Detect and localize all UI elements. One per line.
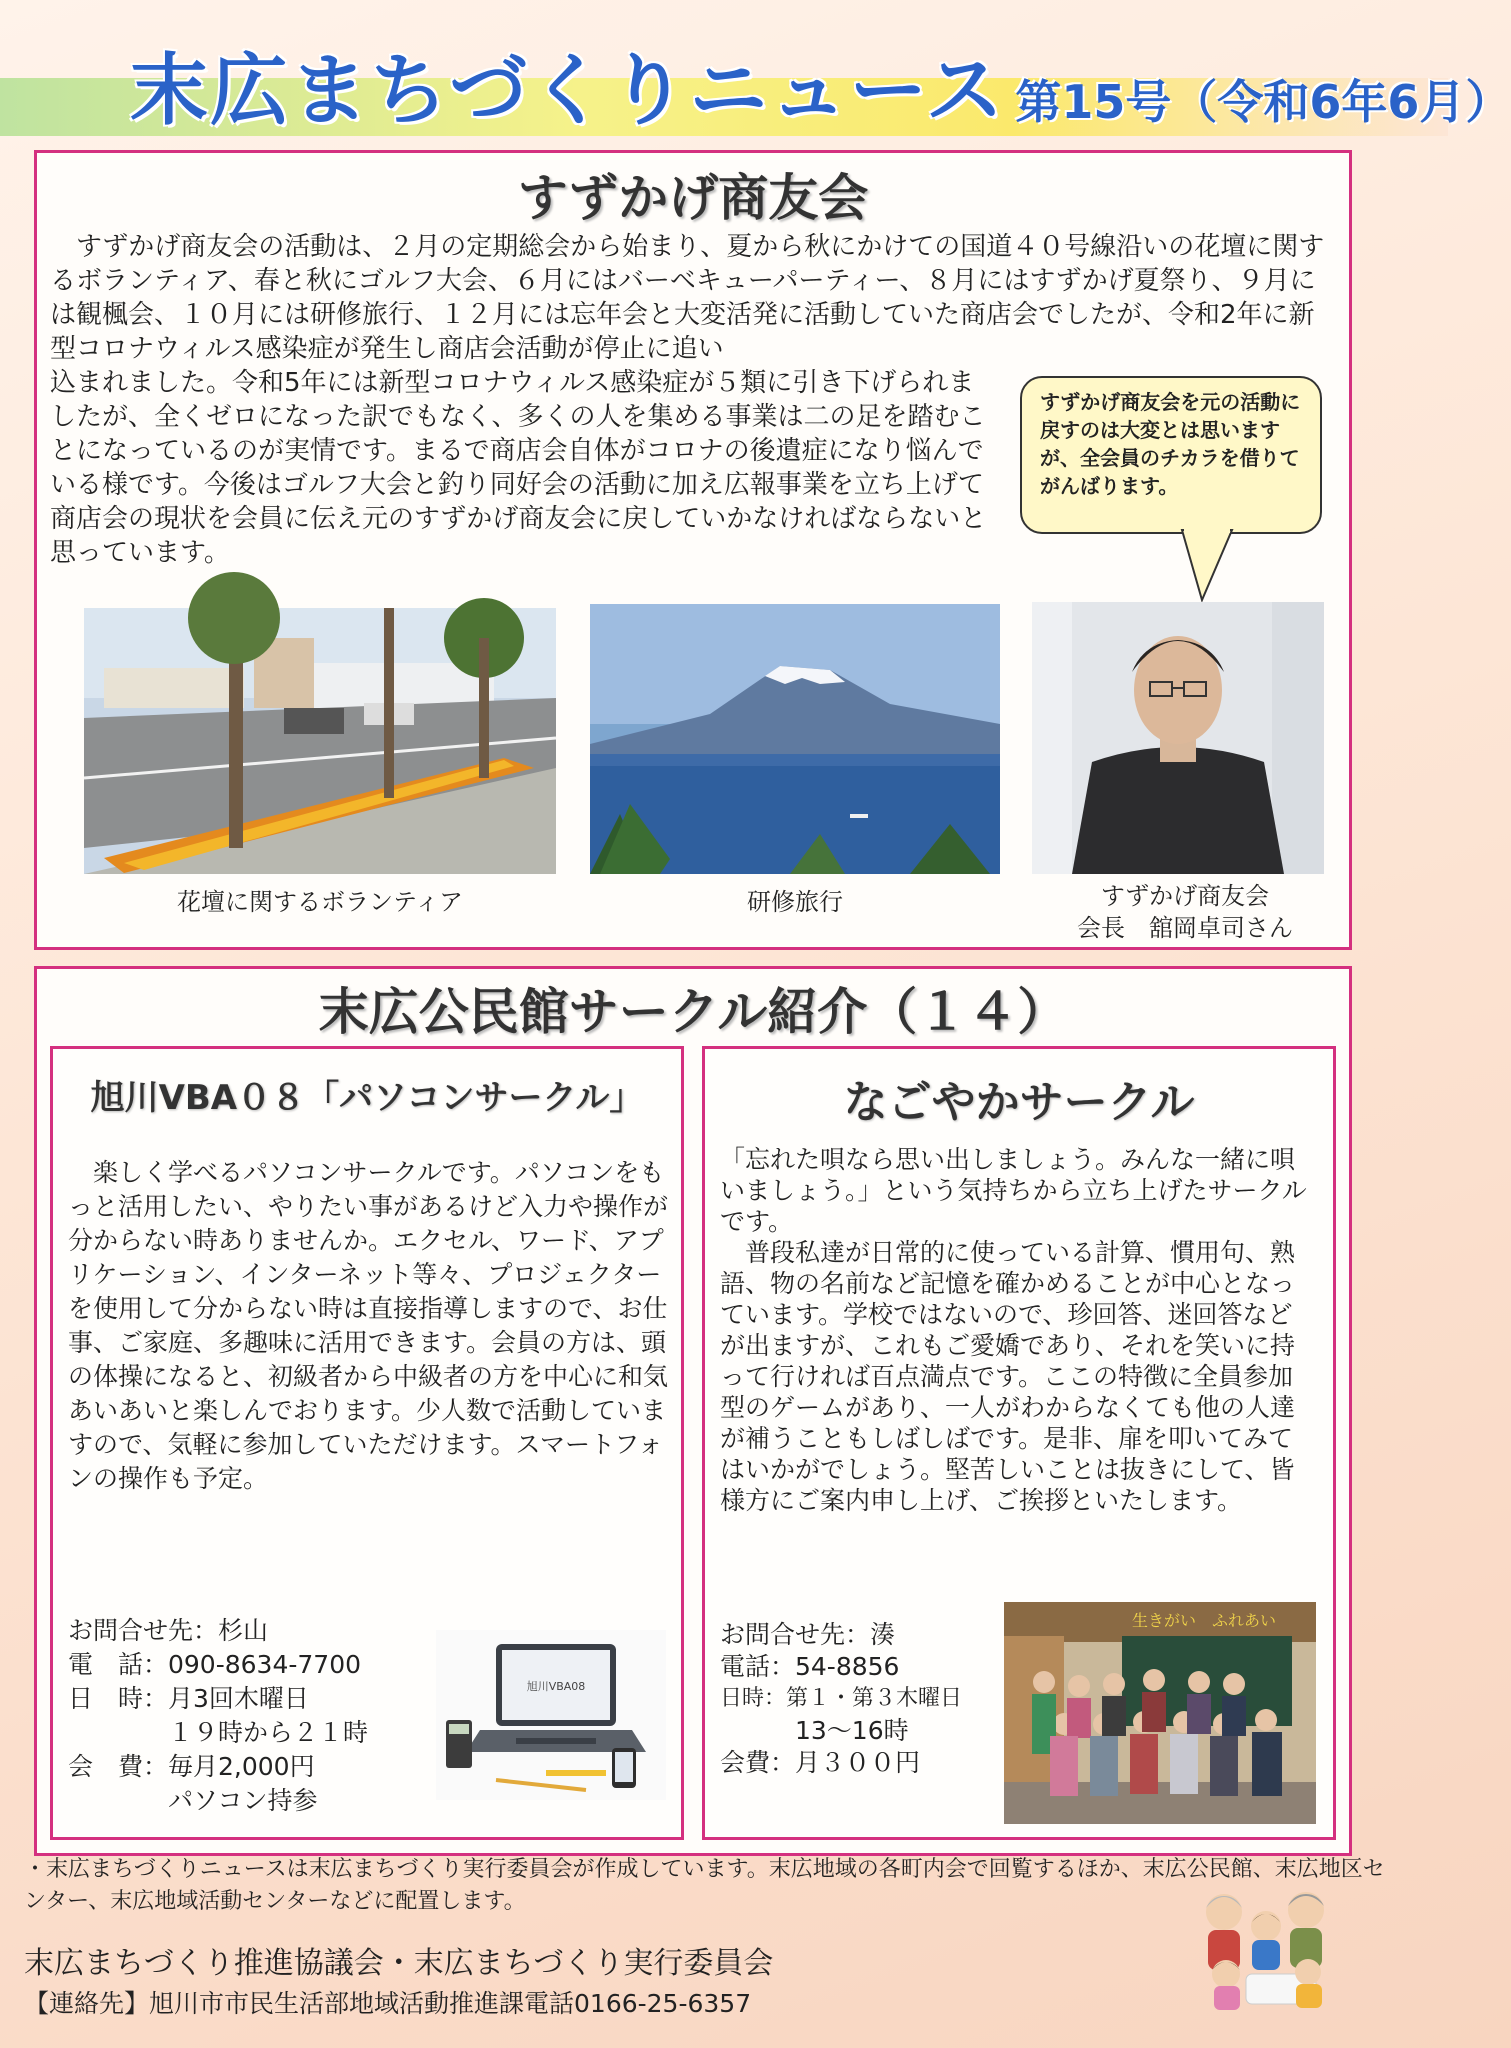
newsletter-title: 末広まちづくりニュース xyxy=(130,46,1006,136)
photo-group xyxy=(1004,1602,1316,1824)
section-suzukage-body-full: すずかげ商友会の活動は、２月の定期総会から始まり、夏から秋にかけての国道４０号線沿いの花壇に関するボランティア、春と秋にゴルフ大会、６月にはバーベキューパーティー、８月にはすずかげ夏祭り、９月には観楓会、１０月には研修旅行、１２月には忘年会と大変活発に活動していた商店会でしたが、令和2年に新型コロナウィルス感染症が発生し商店会活動が停止に追い xyxy=(50,232,1325,364)
laptop-illustration xyxy=(436,1630,666,1800)
section-suzukage-body-narrow: 込まれました。令和5年には新型コロナウィルス感染症が５類に引き下げられましたが、全くゼロになった訳でもなく、多くの人を集める事業は二の足を踏むことになっているのが実情です。まるで商店会自体がコロナの後遺症になり悩んでいる様です。今後はゴルフ大会と釣り同好会の活動に加え広報事業を立ち上げて商店会の現状を会員に伝え元のすずかげ商友会に戻していかなければならないと思っています。 xyxy=(50,368,987,568)
circle-nagoyaka-body: 「忘れた唄なら思い出しましょう。みんな一緒に唄いましょう。」という気持ちから立ち上げたサークルです。 普段私達が日常的に使っている計算、慣用句、熟語、物の名前など記憶を確かめることが中心となっています。学校ではないので、珍回答、迷回答などが出ますが、これもご愛嬌であり、それを笑いに持って行ければ百点満点です。ここの特徴に全員参加型のゲームがあり、一人がわからなくても他の人達が補うこともしばしばです。是非、扉を叩いてみてはいかがでしょう。堅苦しいことは抜きにして、皆様方にご案内申し上げ、ご挨拶といたします。 xyxy=(720,1145,1307,1515)
photo-flowerbed xyxy=(84,608,556,874)
section-circles-title: 末広公民館サークル紹介（１４） xyxy=(318,983,1068,1041)
speech-bubble-tail xyxy=(1180,530,1240,602)
masthead xyxy=(130,40,1511,140)
caption-president-org: すずかげ商友会 xyxy=(1100,882,1270,910)
circle-pc-title: 旭川VBA０８「パソコンサークル」 xyxy=(90,1078,644,1118)
circle-nagoyaka-contact: お問合せ先：湊 xyxy=(720,1620,896,1649)
caption-trip: 研修旅行 xyxy=(747,888,843,916)
circle-nagoyaka-schedule-2: 13〜16時 xyxy=(720,1716,909,1745)
circle-nagoyaka-title: なごやかサークル xyxy=(843,1077,1195,1128)
photo-president xyxy=(1032,602,1324,874)
speech-bubble xyxy=(1020,376,1322,534)
circle-pc-phone: 電 話：090-8634-7700 xyxy=(68,1650,362,1679)
circle-pc-schedule-2: １９時から２１時 xyxy=(68,1718,369,1747)
circle-pc-contact: お問合せ先：杉山 xyxy=(68,1616,269,1645)
issue-number: 第15号（令和6年6月） xyxy=(1015,75,1511,129)
circle-nagoyaka-schedule: 日時：第１・第３木曜日 xyxy=(720,1686,963,1711)
footer-contact: 【連絡先】旭川市市民生活部地域活動推進課電話0166-25-6357 xyxy=(24,1989,752,2018)
circle-pc-fee-2: パソコン持参 xyxy=(68,1786,318,1815)
footer-organization: 末広まちづくり推進協議会・末広まちづくり実行委員会 xyxy=(24,1946,774,1981)
section-suzukage-title: すずかげ商友会 xyxy=(517,169,869,227)
circle-pc-body: 楽しく学べるパソコンサークルです。パソコンをもっと活用したい、やりたい事があるけど入力や操作が分からない時ありませんか。エクセル、ワード、アプリケーション、インターネット等々、プロジェクターを使用して分からない時は直接指導しますので、お仕事、ご家庭、多趣味に活用できます。会員の方は、頭の体操になると、初級者から中級者の方を中心に和気あいあいと楽しんでおります。少人数で活動していますので、気軽に参加していただけます。スマートフォンの操作も予定。 xyxy=(68,1158,669,1493)
circle-pc-schedule: 日 時：月3回木曜日 xyxy=(68,1684,309,1713)
caption-flowerbed: 花壇に関するボランティア xyxy=(176,888,464,916)
circle-pc-fee: 会 費：毎月2,000円 xyxy=(68,1752,315,1781)
circle-nagoyaka-phone: 電話：54-8856 xyxy=(720,1652,900,1681)
photo-trip xyxy=(590,604,1000,874)
caption-president-name: 会長 舘岡卓司さん xyxy=(1077,914,1293,942)
footer-note: ・末広まちづくりニュースは末広まちづくり実行委員会が作成しています。末広地域の各町内会で回覧するほか、末広公民館、末広地区センター、末広地域活動センターなどに配置します。 xyxy=(24,1857,1385,1914)
group-photo-banner: 生きがい ふれあい xyxy=(1131,1611,1277,1630)
speech-bubble-text: すずかげ商友会を元の活動に戻すのは大変とは思いますが、全会員のチカラを借りてがんばります。 xyxy=(1040,390,1301,498)
family-illustration xyxy=(1186,1882,1346,2012)
circle-nagoyaka-fee: 会費：月３００円 xyxy=(720,1748,921,1777)
laptop-screen-text: 旭川VBA08 xyxy=(526,1680,586,1693)
